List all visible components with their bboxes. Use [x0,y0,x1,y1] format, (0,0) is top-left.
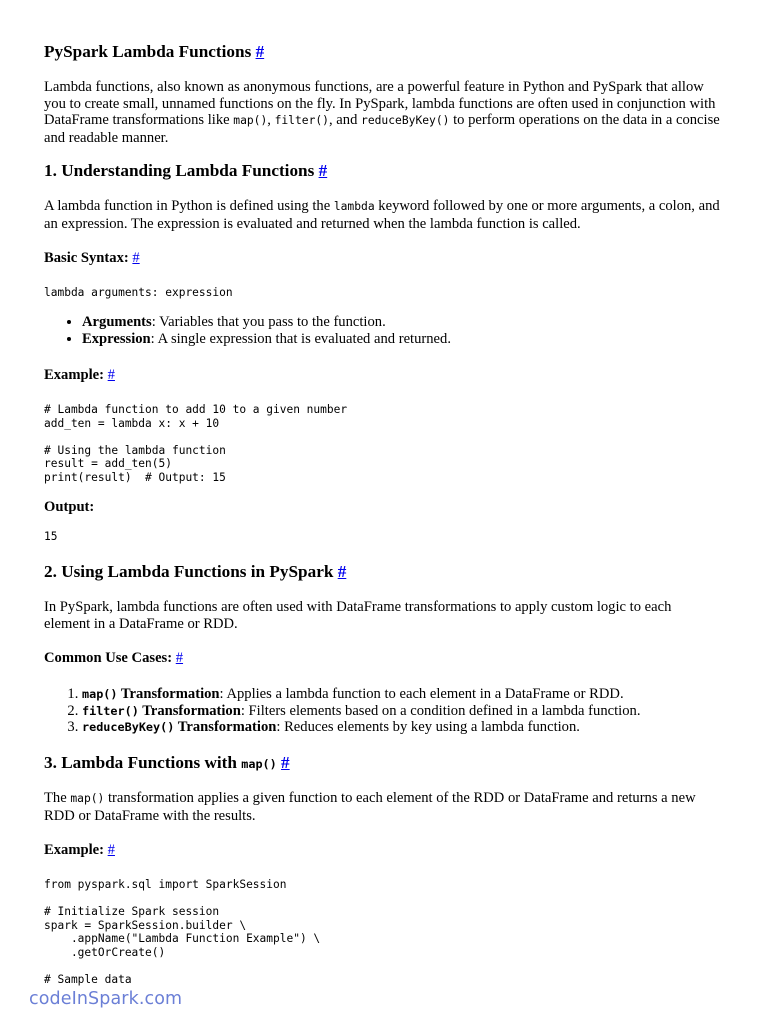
example-heading-1: Example: # [44,367,115,383]
output-code-block: 15 [44,530,58,543]
use-case-filter: 2. filter() Transformation: Filters elements based on a condition defined in a lambda function. [82,703,758,720]
title-anchor-link[interactable]: # [255,42,265,61]
section3-anchor-link[interactable]: # [281,753,290,772]
site-logo: codeInSpark.com [29,989,183,1009]
example-code-block-2: from pyspark.sql import SparkSession # Initialize Spark session spark = SparkSession.builder \ .appName("Lambda Function Example") \ .getOrCreate() # Sample data [44,878,321,987]
inline-code-reducebykey: reduceByKey() [361,114,450,128]
use-case-map: 1. map() Transformation: Applies a lambda function to each element in a DataFrame or RDD. [82,686,758,703]
section-heading-understanding: 1. Understanding Lambda Functions # [44,161,328,180]
section3-paragraph: The map() transformation applies a given function to each element of the RDD or DataFrame and returns a new RDD or DataFrame with the results. [44,790,696,824]
example1-anchor-link[interactable]: # [107,367,115,383]
inline-code-lambda: lambda [333,200,375,213]
example2-anchor-link[interactable]: # [107,842,115,858]
section1-paragraph: A lambda function in Python is defined using the lambda keyword followed by one or more arguments, a colon, and an expression. The expression is evaluated and returned when the lambda function is called. [44,198,720,232]
syntax-bullet-list [44,314,758,347]
section1-anchor-link[interactable]: # [318,161,328,180]
section2-paragraph: In PySpark, lambda functions are often used with DataFrame transformations to apply custom logic to each element in a DataFrame or RDD. [44,599,672,632]
common-use-cases-heading: Common Use Cases: # [44,650,184,666]
inline-code-filter: filter() [274,114,329,128]
inline-code-map: map() [233,114,268,128]
syntax-anchor-link[interactable]: # [132,250,140,266]
example-heading-2: Example: # [44,842,115,858]
basic-syntax-heading: Basic Syntax: # [44,250,140,266]
section-heading-using-pyspark: 2. Using Lambda Functions in PySpark # [44,562,347,581]
inline-code-map-2: map() [70,792,105,805]
page-title-text: PySpark Lambda Functions [44,42,252,61]
syntax-code-block: lambda arguments: expression [44,286,233,299]
example-code-block-1: # Lambda function to add 10 to a given number add_ten = lambda x: x + 10 # Using the lambda function result = add_ten(5) print(result) # Output: 15 [44,403,348,484]
intro-paragraph: Lambda functions, also known as anonymous functions, are a powerful feature in Python and PySpark that allow you to create small, unnamed functions on the fly. In PySpark, lambda functions are often used in conjunction with DataFrame transformations like map(), filter(), and reduceByKey() to perform operations on the data in a concise and readable manner. [44,79,720,146]
section-heading-map: 3. Lambda Functions with map() # [44,753,290,772]
use-cases-anchor-link[interactable]: # [175,650,184,666]
use-case-reducebykey: 3. reduceByKey() Transformation: Reduces elements by key using a lambda function. [82,719,758,736]
heading-code-map: map() [241,757,277,771]
page-title [44,42,720,62]
use-cases-list [44,686,758,736]
bullet-expression: • Expression: A single expression that is evaluated and returned. [82,331,758,348]
section2-anchor-link[interactable]: # [337,562,347,581]
output-heading: Output: [44,499,95,515]
bullet-arguments: • Arguments: Variables that you pass to the function. [82,314,758,331]
